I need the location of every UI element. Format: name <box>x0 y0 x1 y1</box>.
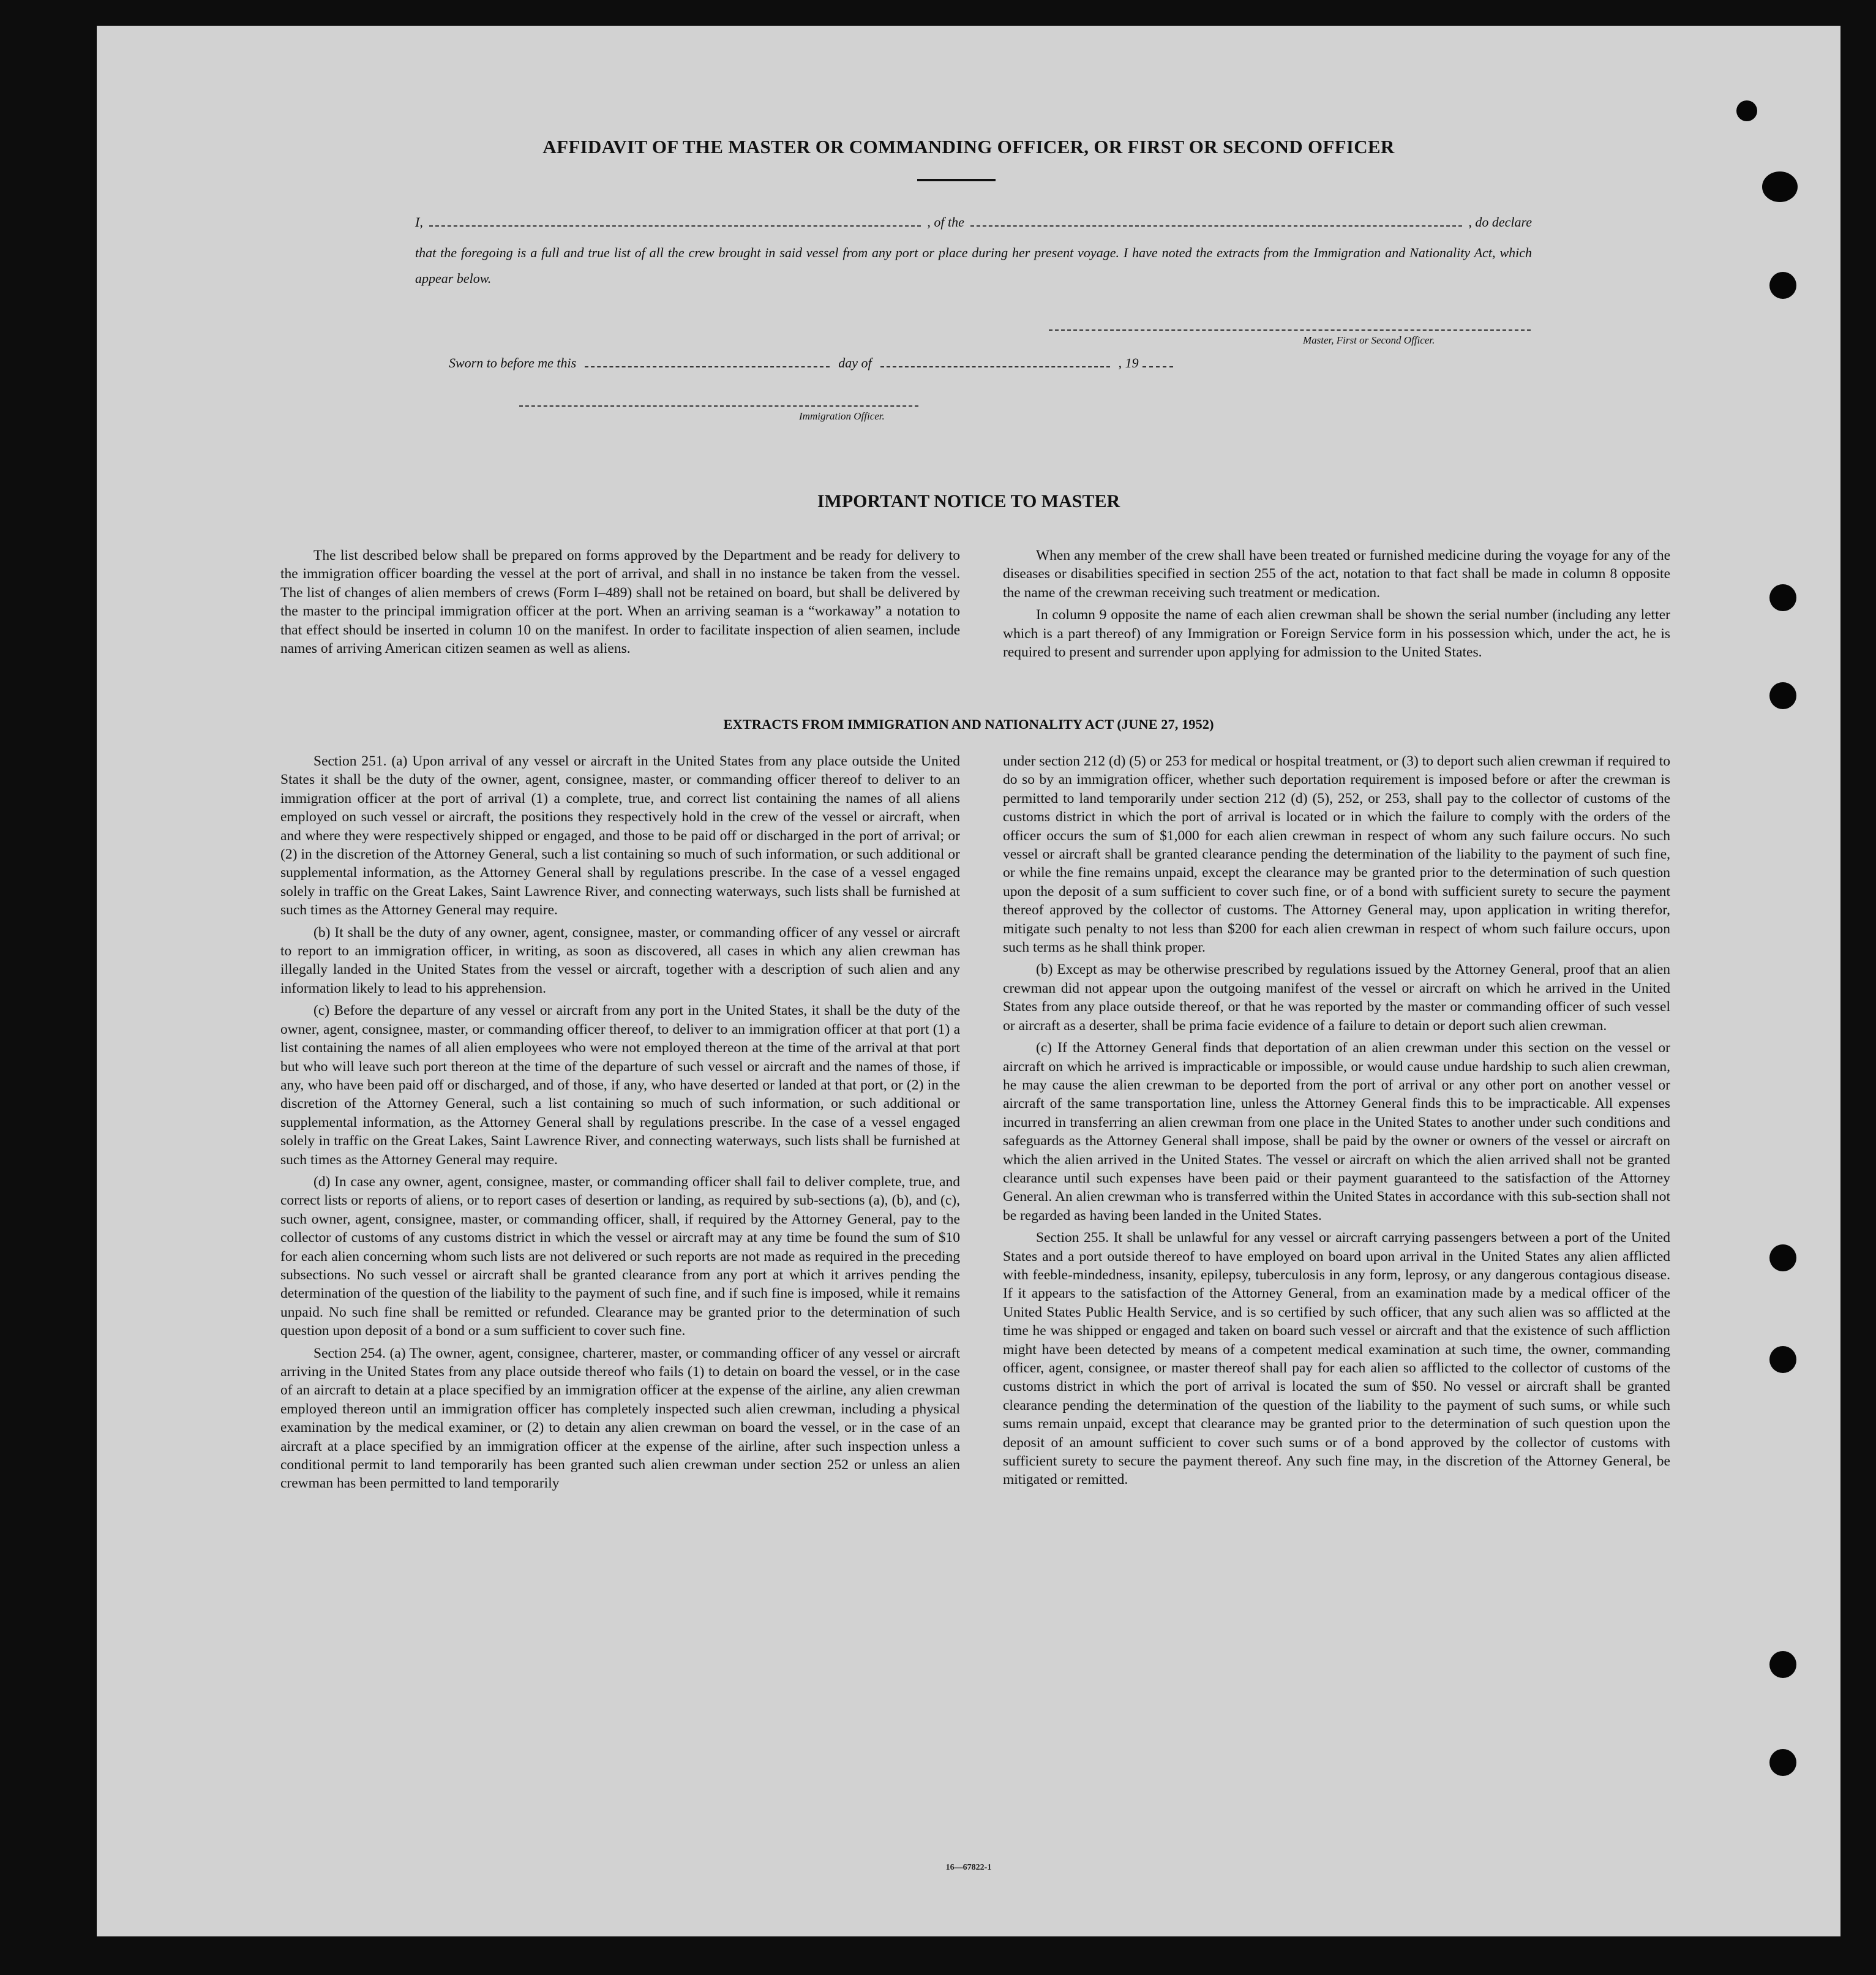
form-code: 16—67822-1 <box>945 1863 992 1872</box>
section-251b: (b) It shall be the duty of any owner, agent, consignee, master, or commanding officer of any vessel or aircraft to report to an immigration officer, in writing, as soon as discovered, all cases in which any alien crewman has illegally landed in the United States from the vessel or aircraft, together with a description of such alien and any information likely to lead to his apprehension. <box>280 924 960 996</box>
section-254b: (b) Except as may be otherwise prescribed by regulations issued by the Attorney General, proof that an alien crewman did not appear upon the outgoing manifest of the vessel or aircraft on which he arrived in the United States from any place outside thereof, or that he was reported by the master or commanding officer of such vessel or aircraft as a deserter, shall be prima facie evidence of a failure to detain or deport such alien crewman. <box>1003 961 1670 1034</box>
sworn-day-blank[interactable] <box>585 366 830 367</box>
declaration-text: that the foregoing is a full and true list of all the crew brought in said vessel from any port or place during her present voyage. I have noted the extracts from the Immigration and Nationality Act, which appear below. <box>415 245 1532 286</box>
section-251c: (c) Before the departure of any vessel or aircraft from any port in the United States, it shall be the duty of the owner, agent, consignee, master, or commanding officer thereof, to deliver to an immigration officer at that port (1) a list containing the names of all alien employees who were not employed thereon at the time of the arrival at that port but who will leave such port thereon at the time of the departure of such vessel or aircraft and the names of those, if any, who have been paid off or discharged, and of those, if any, who have deserted or landed at that port, or (2) in the discretion of the Attorney General, such a list containing so much of such information, or such additional or supplemental information, as the Attorney General shall by regulations prescribe. In the case of a vessel engaged solely in traffic on the Great Lakes, Saint Lawrence River, and connecting waterways, such lists shall be furnished at such times as the Attorney General may require. <box>280 1003 960 1168</box>
sworn-day-label: day of <box>838 355 872 371</box>
declaration-of-the: , of the <box>927 214 964 230</box>
extracts-title: EXTRACTS FROM IMMIGRATION AND NATIONALITY ACT (JUNE 27, 1952) <box>723 717 1214 732</box>
punch-hole <box>1769 1651 1796 1678</box>
notice-title: IMPORTANT NOTICE TO MASTER <box>817 491 1120 511</box>
declaration-line <box>415 214 1532 230</box>
section-251a: Section 251. (a) Upon arrival of any vessel or aircraft in the United States from any place outside the United States it shall be the duty of the owner, agent, consignee, master, or commanding officer thereof to deliver to an immigration officer at the port of arrival (1) a complete, true, and correct list containing the names of all aliens employed on such vessel or aircraft, the positions they respectively hold in the crew of the vessel or aircraft, when and where they were respectively shipped or engaged, and those to be paid off or discharged in the port of arrival; or (2) in the discretion of the Attorney General, such a list containing so much of such information, or such additional or supplemental information, as the Attorney General shall by regulations prescribe. In the case of a vessel engaged solely in traffic on the Great Lakes, Saint Lawrence River, and connecting waterways, such lists shall be furnished at such times as the Attorney General may require. <box>280 753 960 919</box>
sworn-year-blank[interactable] <box>1142 366 1173 367</box>
punch-hole <box>1769 682 1796 709</box>
section-254a: Section 254. (a) The owner, agent, consignee, charterer, master, or commanding officer of any vessel or aircraft arriving in the United States from any place outside thereof who fails (1) to detain on board the vessel, or in the case of an aircraft to detain at a place specified by an immigration officer at the expense of the airline, any alien crewman employed thereon until an immigration officer has completely inspected such alien crewman, including a physical examination by the medical examiner, or (2) to detain any alien crewman on board the vessel, or in the case of an aircraft at a place specified by an immigration officer at the expense of the airline, after such inspection unless a conditional permit to land temporarily has been granted such alien crewman under section 252 or unless an alien crewman has been permitted to land temporarily <box>280 1345 960 1492</box>
vessel-blank[interactable] <box>970 225 1463 227</box>
notice-right-paragraph: In column 9 opposite the name of each alien crewman shall be shown the serial number (including any letter which is a part thereof) of any Immigration or Foreign Service form in his possession which, under the act, he is required to present and surrender upon applying for admission to the United States. <box>1003 607 1670 661</box>
sworn-month-blank[interactable] <box>880 366 1110 367</box>
document-page <box>97 26 1840 1936</box>
master-signature-line[interactable] <box>1049 329 1531 331</box>
notice-left-column <box>280 546 960 661</box>
section-251d: (d) In case any owner, agent, consignee, master, or commanding officer shall fail to deliver complete, true, and correct lists or reports of aliens, or to report cases of desertion or landing, as required by sub-sections (a), (b), and (c), such owner, agent, consignee, master, or commanding officer, shall, if required by the Attorney General, pay to the collector of customs of any customs district in which the vessel or aircraft may at any time be found the sum of $10 for each alien concerning whom such lists are not delivered or such reports are not made as required in the preceding subsections. No such vessel or aircraft shall be granted clearance from any port at which it arrives pending the determination of the question of the liability to the payment of such fine, and if such fine is imposed, while it remains unpaid. No such fine shall be remitted or refunded. Clearance may be granted prior to the determination of such question upon deposit of a bond or a sum sufficient to cover such fine. <box>280 1173 960 1339</box>
master-signature-label: Master, First or Second Officer. <box>1303 334 1435 346</box>
punch-hole <box>1736 100 1757 121</box>
punch-hole <box>1769 272 1796 299</box>
officer-signature-line[interactable] <box>519 405 918 407</box>
declaration-i: I, <box>415 214 423 230</box>
extracts-right-column <box>1003 752 1670 1493</box>
title-rule <box>917 179 996 181</box>
punch-hole <box>1769 1244 1796 1271</box>
punch-hole <box>1769 584 1796 611</box>
section-255: Section 255. It shall be unlawful for any vessel or aircraft carrying passengers between a port of the United States and a port outside thereof to have employed on board upon arrival in the United States any alien afflicted with feeble-mindedness, insanity, epilepsy, tuberculosis in any form, leprosy, or any dangerous contagious disease. If it appears to the satisfaction of the Attorney General, from an examination made by a medical officer of the United States Public Health Service, and is so certified by such officer, that any such alien was so afflicted at the time he was shipped or engaged and taken on board such vessel or aircraft and that the existence of such affliction might have been detected by means of a competent medical examination at such time, the owner, commanding officer, agent, consignee, or master thereof shall pay for each alien so afflicted to the collector of customs of the customs district in which the port of arrival is located the sum of $50. No vessel or aircraft shall be granted clearance pending the determination of the question of the liability to the payment of such sums, or while such sums remain unpaid, except that clearance may be granted prior to the determination of such question upon the deposit of an amount sufficient to cover such sums or of a bond approved by the collector of customs with sufficient surety to secure the payment thereof. Any such fine may, in the discretion of the Attorney General, be mitigated or remitted. <box>1003 1230 1670 1488</box>
punch-hole <box>1762 171 1798 202</box>
sworn-prefix: Sworn to before me this <box>449 355 577 371</box>
sworn-line <box>449 355 1182 371</box>
notice-right-paragraph: When any member of the crew shall have been treated or furnished medicine during the voyage for any of the diseases or disabilities specified in section 255 of the act, notation to that fact shall be made in column 8 opposite the name of the crewman receiving such treatment or medication. <box>1003 547 1670 601</box>
punch-hole <box>1769 1346 1796 1373</box>
punch-hole <box>1769 1749 1796 1776</box>
notice-left-paragraph: The list described below shall be prepared on forms approved by the Department and be ready for delivery to the immigration officer boarding the vessel at the port of arrival, and shall in no instance be taken from the vessel. The list of changes of alien members of crews (Form I–489) shall not be retained on board, but shall be delivered by the master to the principal immigration officer at the port. When an arriving seaman is a “workaway” a notation to that effect should be inserted in column 10 on the manifest. In order to facilitate inspection of alien seamen, include names of arriving American citizen seamen as well as aliens. <box>280 547 960 657</box>
sworn-year-label: , 19 <box>1118 355 1139 371</box>
affidavit-title: AFFIDAVIT OF THE MASTER OR COMMANDING OFFICER, OR FIRST OR SECOND OFFICER <box>542 136 1395 157</box>
extracts-left-column <box>280 752 960 1497</box>
declaration-do-declare: , do declare <box>1468 214 1533 230</box>
name-blank[interactable] <box>429 225 921 227</box>
officer-signature-label: Immigration Officer. <box>799 410 885 422</box>
section-254a-continued: under section 212 (d) (5) or 253 for medical or hospital treatment, or (3) to deport such alien crewman if required to do so by an immigration officer, whether such deportation requirement is imposed before or after the crewman is permitted to land temporarily under section 212 (d) (5), 252, or 253, shall pay to the collector of customs of the customs district in which the port of arrival is located or in which the failure to comply with the orders of the officer occurs the sum of $1,000 for each alien crewman in respect of whom any such failure occurs. No such vessel or aircraft shall be granted clearance pending the determination of the liability to the payment of such fine, or while the fine remains unpaid, except the clearance may be granted prior to the determination of such question upon the deposit of a sum sufficient to cover such fine, or of a bond with sufficient surety to secure the payment thereof approved by the collector of customs. The Attorney General may, upon application in writing therefor, mitigate such penalty to not less than $200 for each alien crewman in respect of whom such failure occurs, upon such terms as he shall think proper. <box>1003 753 1670 956</box>
notice-right-column <box>1003 546 1670 665</box>
section-254c: (c) If the Attorney General finds that deportation of an alien crewman under this section on the vessel or aircraft on which he arrived is impracticable or impossible, or would cause undue hardship to such alien crewman, he may cause the alien crewman to be deported from the port of arrival or any other port on another vessel or aircraft of the same transportation line, unless the Attorney General finds this to be impracticable. All expenses incurred in transferring an alien crewman from one place in the United States to another under such conditions and safeguards as the Attorney General shall impose, shall be paid by the owner or owners of the vessel or aircraft on which the alien arrived in the United States. The vessel or aircraft on which the alien arrived shall not be granted clearance until such expenses have been paid or their payment guaranteed to the satisfaction of the Attorney General. An alien crewman who is transferred within the United States in accordance with this sub-section shall not be regarded as having been landed in the United States. <box>1003 1040 1670 1224</box>
